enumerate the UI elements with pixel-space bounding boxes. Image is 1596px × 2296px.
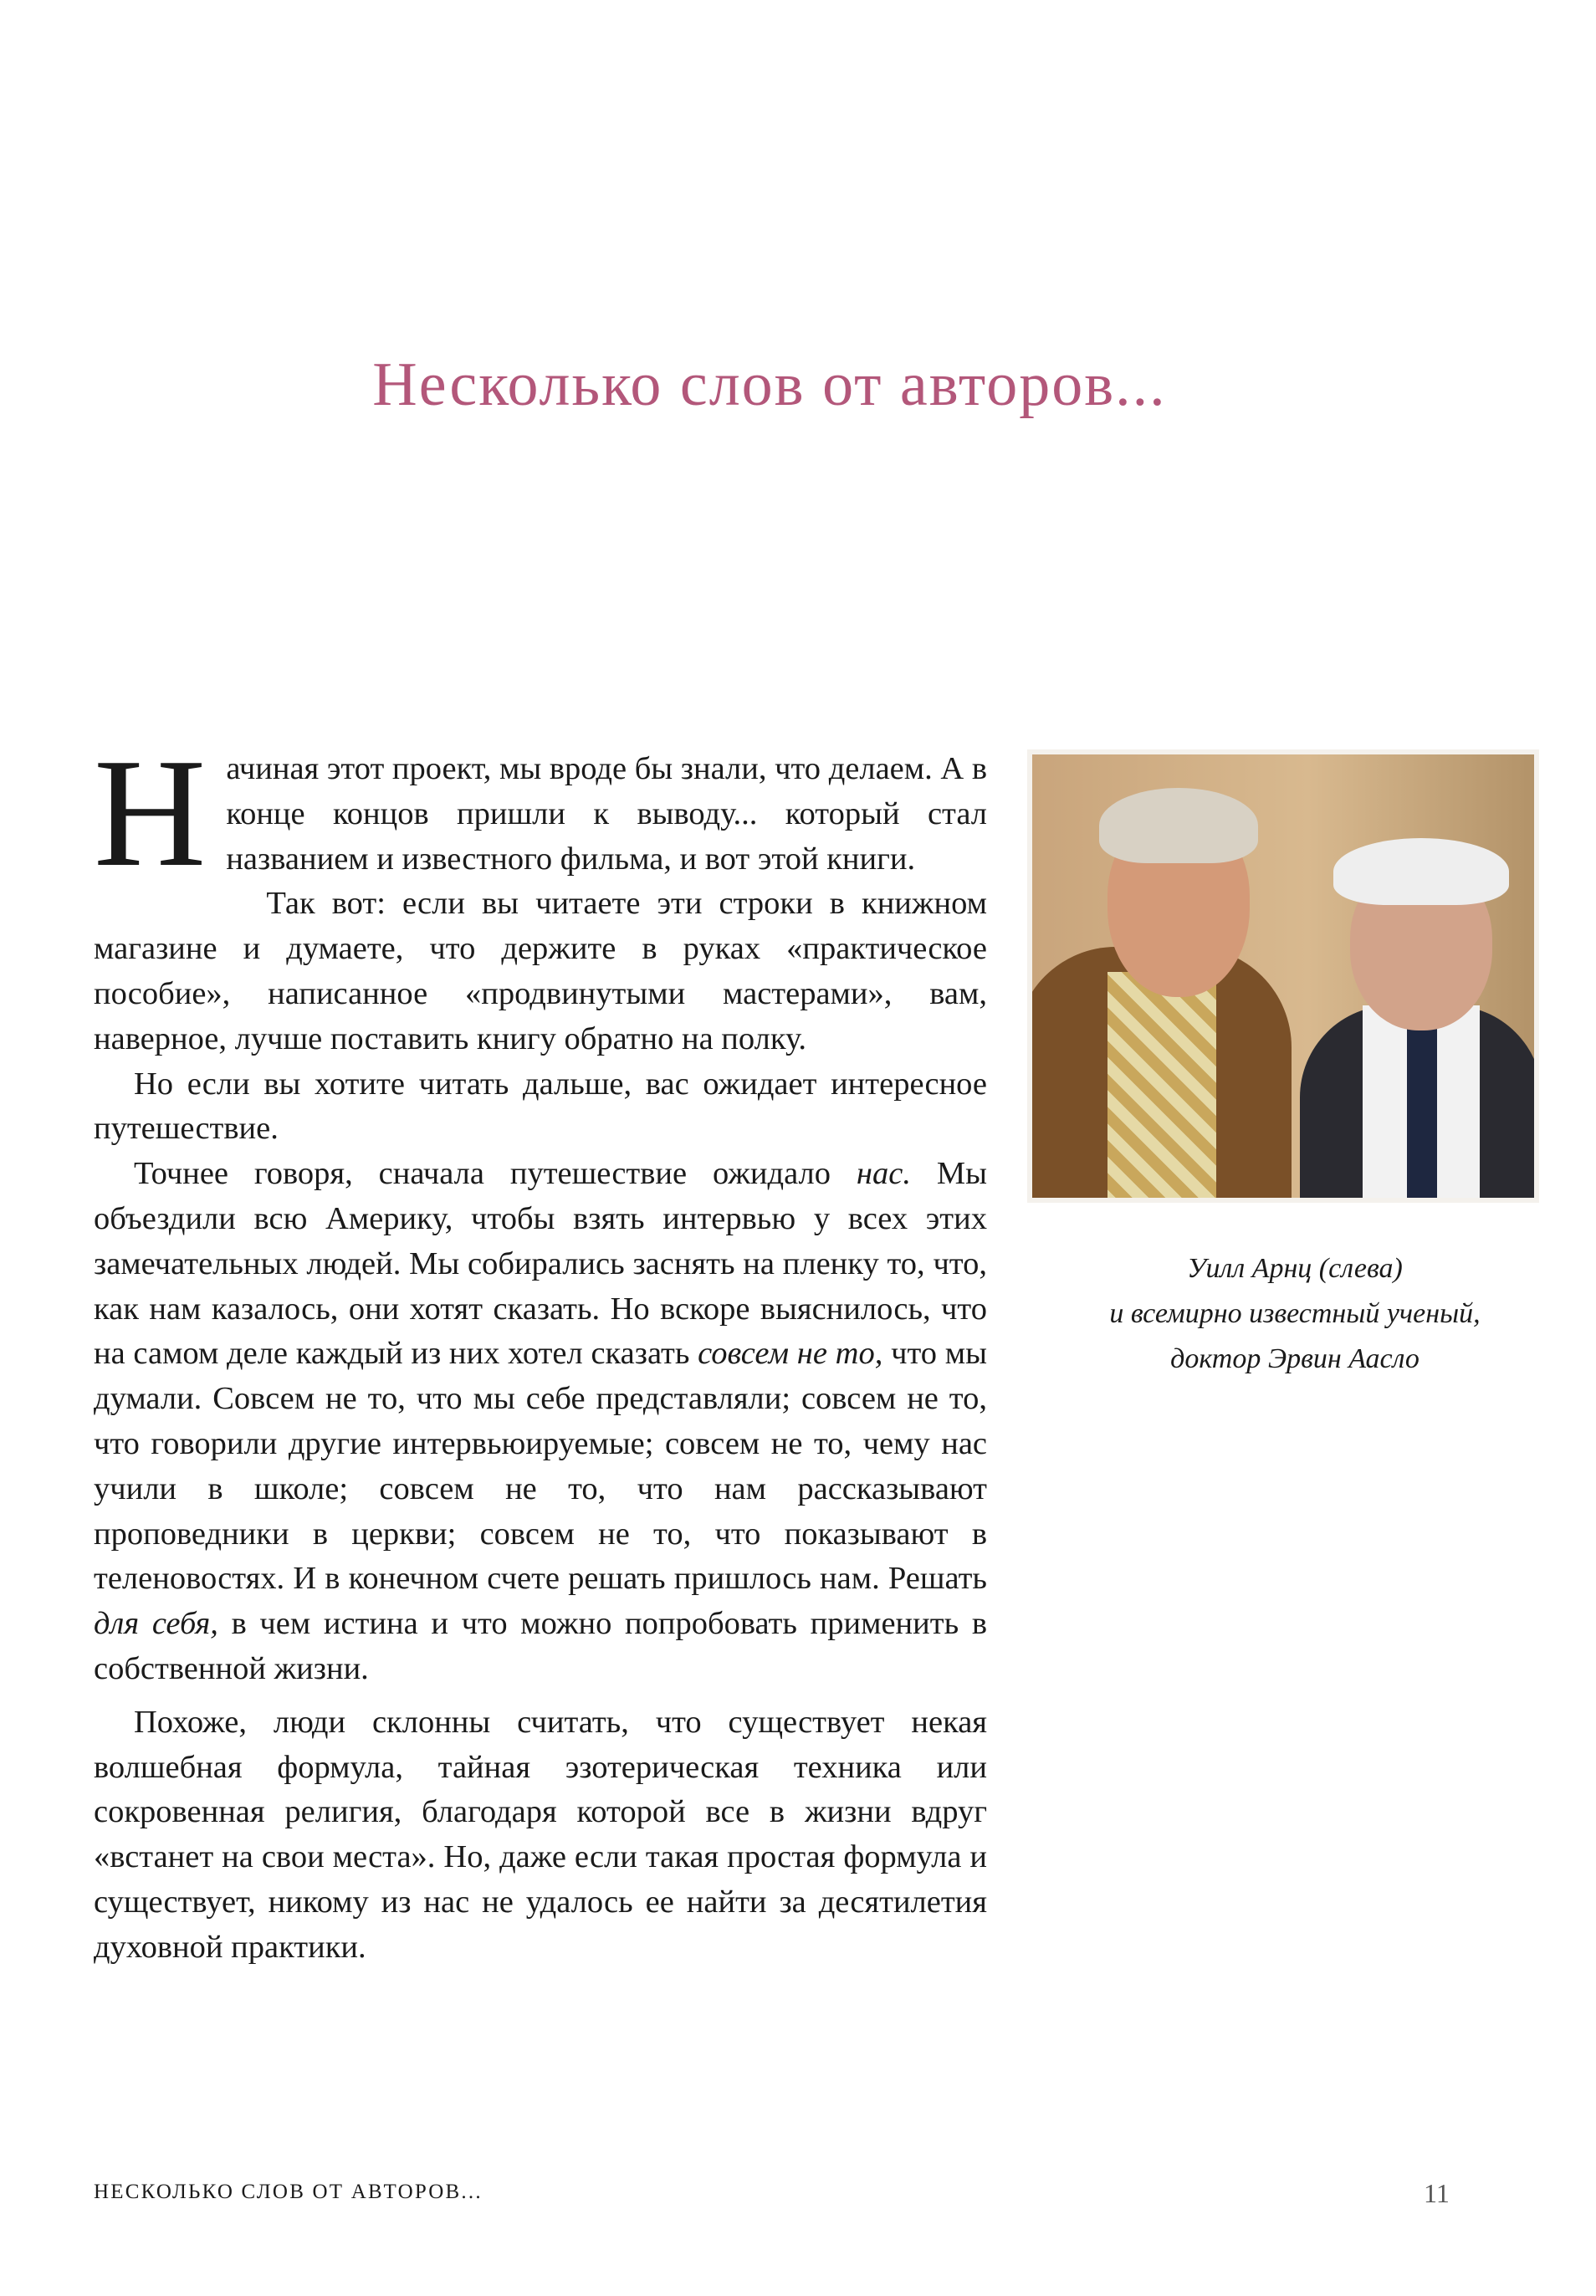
caption-line: Уилл Арнц (слева) [1187, 1253, 1403, 1284]
paragraph-4-text: Точнее говоря, сначала путешествие ожидало [134, 1156, 857, 1192]
paragraph-1-text: ачиная этот проект, мы вроде бы знали, что делаем. А в конце концов пришли к выводу... который стал названием и известного фильма, и вот этой книги. [226, 751, 987, 877]
drop-cap: Н [94, 727, 207, 899]
person-left-shirt [1107, 972, 1216, 1203]
paragraph-3: Но если вы хотите читать дальше, вас ожидает интересное путешествие. [94, 1066, 987, 1147]
caption-line: доктор Эрвин Аасло [1170, 1343, 1420, 1374]
caption-line: и всемирно известный ученый, [1109, 1298, 1481, 1329]
person-left-hair [1099, 788, 1258, 863]
photo-caption [1027, 1246, 1563, 1382]
authors-photo [1027, 749, 1539, 1203]
body-text [94, 727, 987, 1971]
person-right-hair [1333, 838, 1509, 905]
running-title: НЕСКОЛЬКО СЛОВ ОТ АВТОРОВ... [94, 2181, 483, 2203]
paragraph-4-text: что мы думали. Совсем не то, что мы себе представляли; совсем не то, что говорили другие интервьюируемые; совсем не то, чему нас учили в школе; совсем не то, что нам рассказывают проповедники в церкви; совсем не то, что показывают в теленовостях. И в конечном счете решать пришлось нам. Решать [94, 1336, 987, 1597]
page-title: Несколько слов от авторов... [372, 350, 1167, 419]
paragraph-4-text: Мы объездили всю Америку, чтобы взять интервью у всех этих замечательных людей. Мы собирались заснять на пленку то, что, как нам казалось, они хотят сказать. Но вскоре выяснилось, что на самом деле каждый из них хотел сказать [94, 1156, 987, 1372]
paragraph-1 [94, 727, 987, 899]
paragraph-4-text: в чем истина и что можно попробовать применить в собственной жизни. [94, 1606, 987, 1686]
paragraph-4 [94, 1152, 987, 1692]
paragraph-5: Похоже, люди склонны считать, что существует некая волшебная формула, тайная эзотерическая техника или сокровенная религия, благодаря которой все в жизни вдруг «встанет на свои места». Но, даже если такая простая формула и существует, никому из нас не удалось ее найти за десятилетия духовной практики. [94, 1704, 987, 1965]
italic-emphasis: совсем не то, [698, 1336, 883, 1372]
page-number: 11 [1424, 2178, 1450, 2208]
person-right-tie [1407, 1022, 1437, 1203]
italic-emphasis: нас. [856, 1156, 911, 1192]
paragraph-2: Так вот: если вы читаете эти строки в книжном магазине и думаете, что держите в руках «практическое пособие», написанное «продвинутыми мастерами», вам, наверное, лучше поставить книгу обратно на полку. [94, 886, 987, 1056]
italic-emphasis: для себя, [94, 1606, 218, 1642]
